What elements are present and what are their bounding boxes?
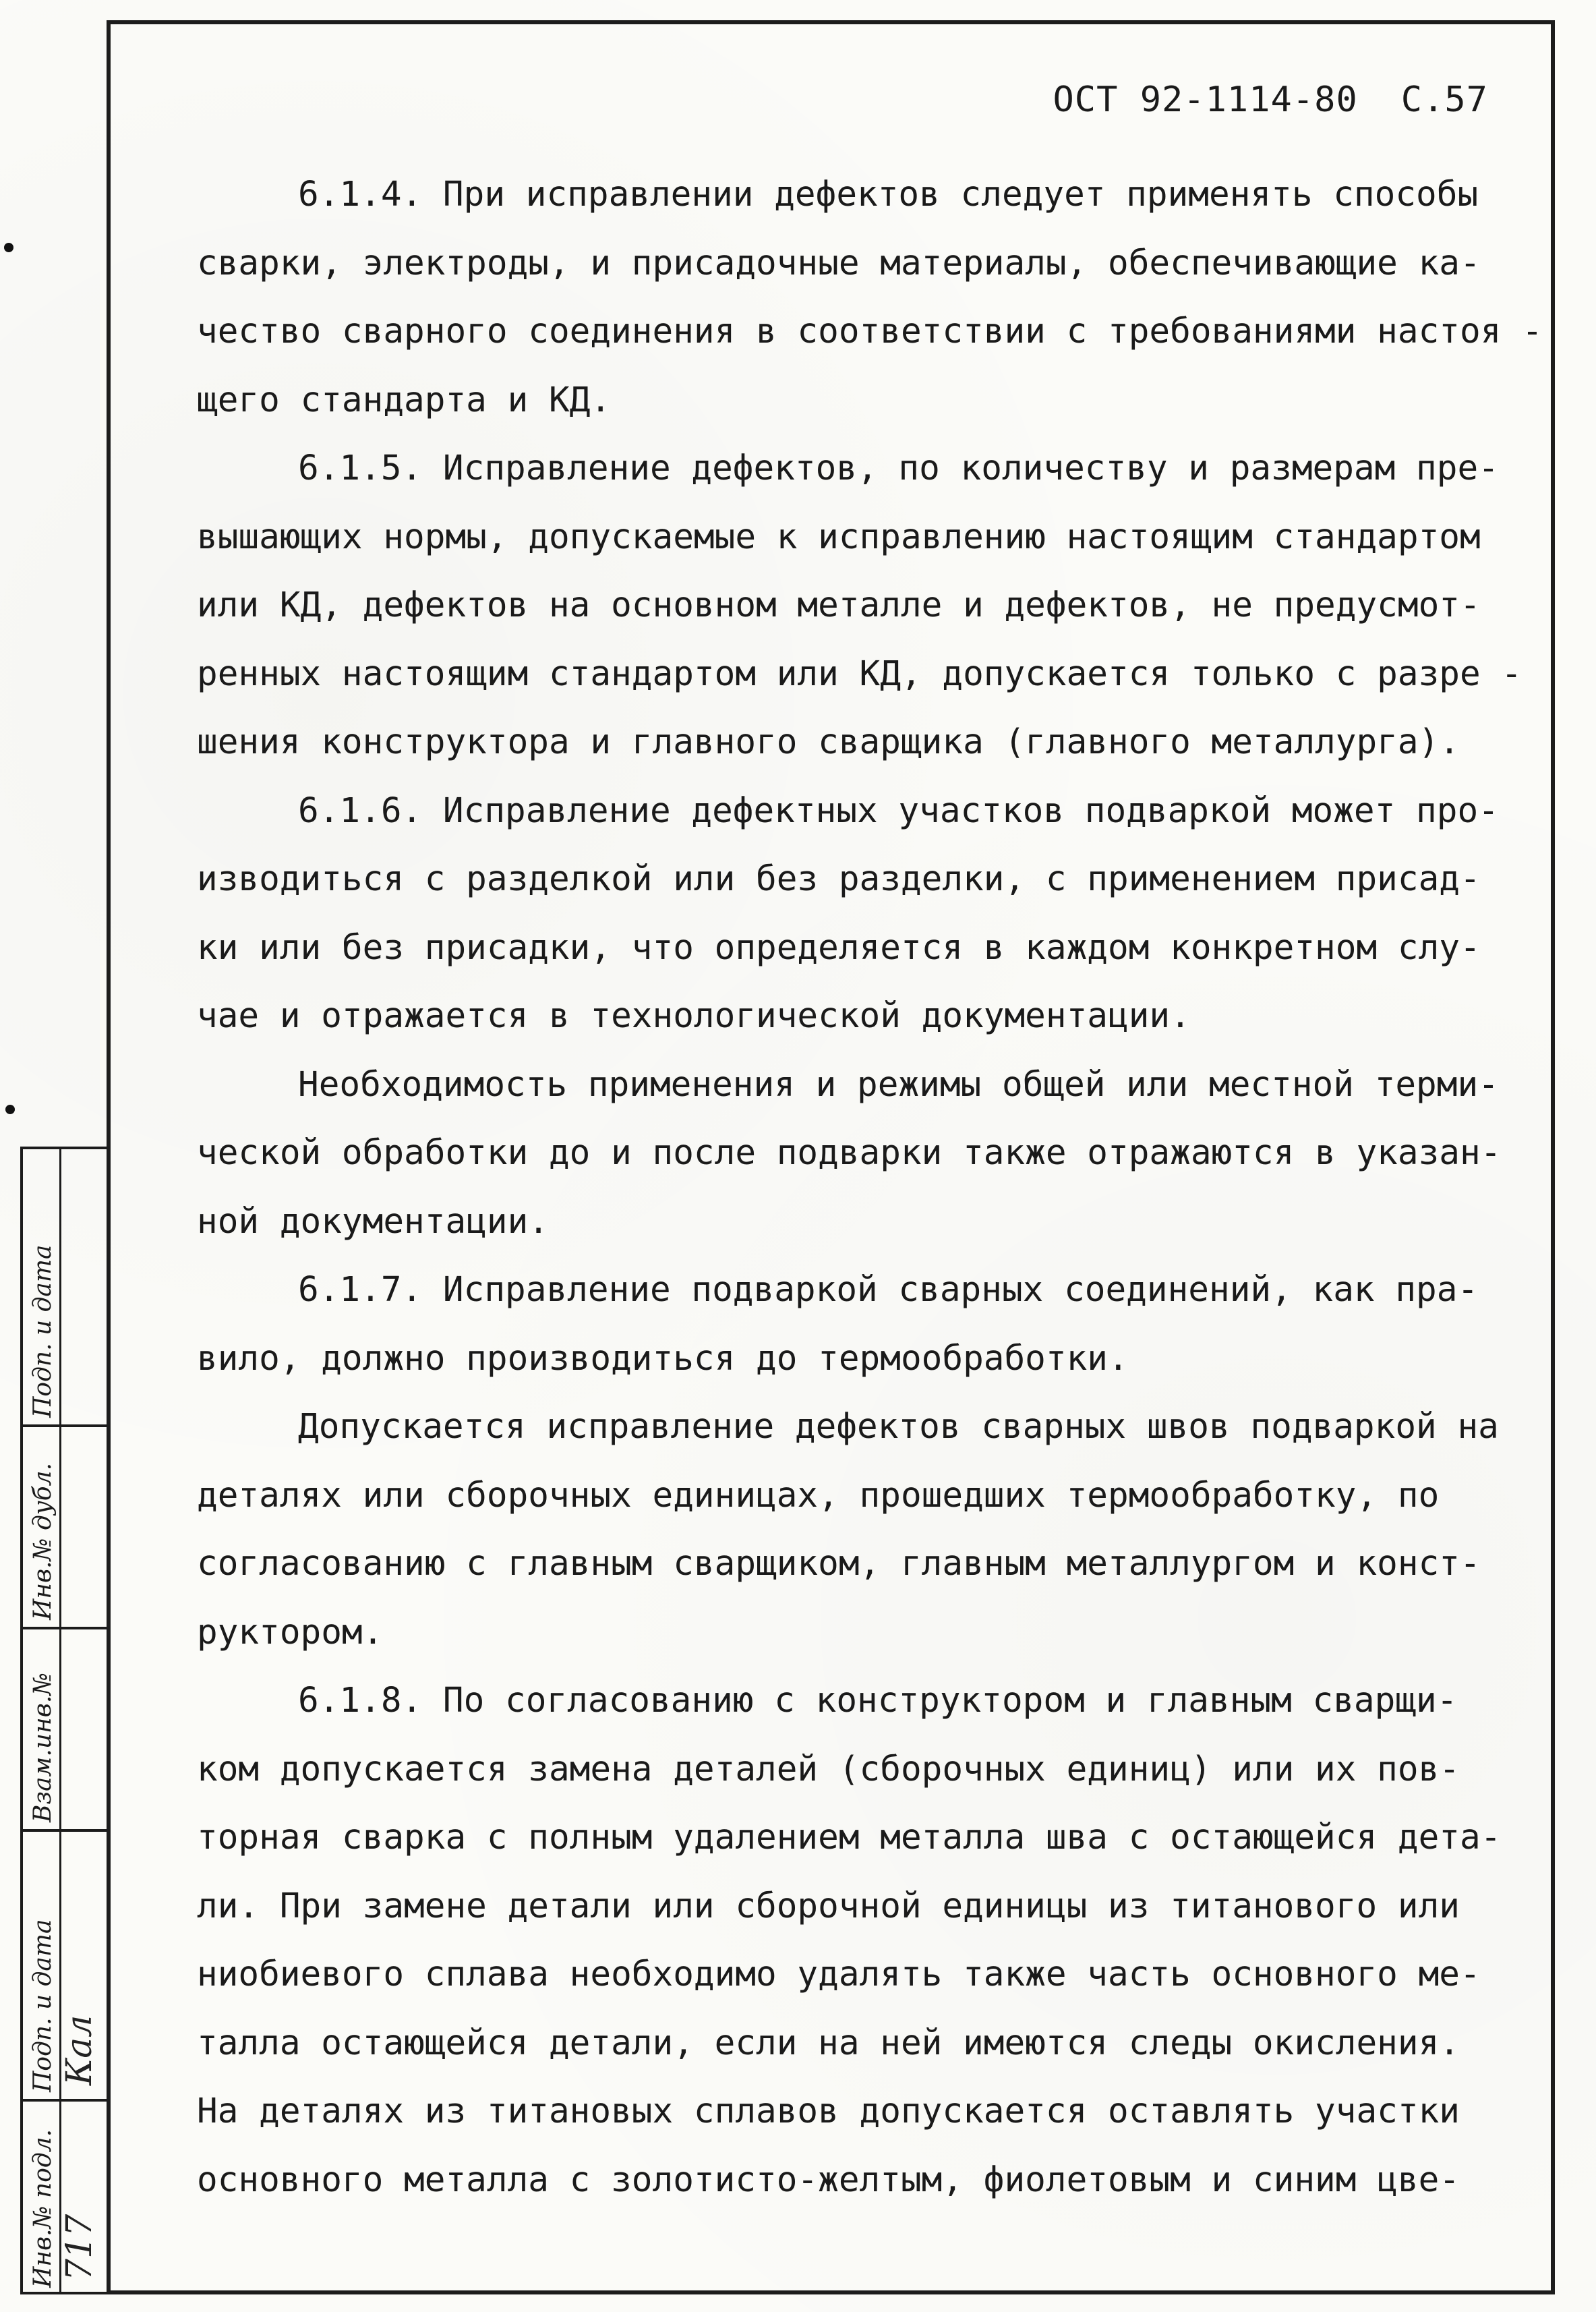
scan-speck xyxy=(5,1105,15,1114)
text-line: руктором. xyxy=(197,1612,384,1652)
text-line: вило, должно производиться до термообработки. xyxy=(197,1338,1129,1379)
text-line: ной документации. xyxy=(197,1201,549,1242)
page-number: С.57 xyxy=(1400,80,1488,120)
stamp-cell-signature-date xyxy=(23,1149,111,1427)
scan-speck xyxy=(4,243,13,252)
text-line: Допускается исправление дефектов сварных швов подваркой на xyxy=(298,1407,1499,1447)
text-line: чае и отражается в технологической документации. xyxy=(197,996,1191,1036)
stamp-label: Взам.инв.№ xyxy=(29,1672,57,1822)
text-line: 6.1.7. Исправление подваркой сварных соединений, как пра- xyxy=(298,1270,1479,1310)
text-line: шения конструктора и главного сварщика (главного металлурга). xyxy=(197,722,1460,762)
stamp-divider xyxy=(59,1149,61,1424)
document-code: ОСТ 92-1114-80 xyxy=(1053,80,1358,120)
text-line: ком допускается замена деталей (сборочных единиц) или их пов- xyxy=(197,1749,1460,1789)
text-line: На деталях из титановых сплавов допускается оставлять участки xyxy=(197,2091,1460,2131)
revision-stamp xyxy=(20,1147,111,2294)
document-body xyxy=(197,161,1543,2214)
text-line: сварки, электроды, и присадочные материалы, обеспечивающие ка- xyxy=(197,243,1481,283)
text-line: или КД, дефектов на основном металле и дефектов, не предусмот- xyxy=(197,585,1481,625)
text-line: изводиться с разделкой или без разделки, с применением присад- xyxy=(197,859,1481,899)
text-line: основного металла с золотисто-желтым, фиолетовым и синим цве- xyxy=(197,2160,1460,2200)
page-header xyxy=(1053,80,1488,120)
text-line: ниобиевого сплава необходимо удалять также часть основного ме- xyxy=(197,1955,1481,1994)
stamp-label: Инв.№ подл. xyxy=(29,2129,57,2288)
text-line: торная сварка с полным удалением металла шва с остающейся дета- xyxy=(197,1818,1502,1857)
text-line: деталях или сборочных единицах, прошедших термообработку, по xyxy=(197,1475,1440,1515)
text-line: 6.1.5. Исправление дефектов, по количеству и размерам пре- xyxy=(298,449,1499,488)
stamp-cell-signature-date-2 xyxy=(23,1832,111,2102)
stamp-cell-original-inventory xyxy=(23,2102,111,2294)
text-line: чество сварного соединения в соответствии с требованиями настоя - xyxy=(197,312,1543,351)
text-line: согласованию с главным сварщиком, главным металлургом и конст- xyxy=(197,1544,1481,1584)
text-line: ли. При замене детали или сборочной единицы из титанового или xyxy=(197,1886,1460,1926)
text-line: щего стандарта и КД. xyxy=(197,380,612,420)
text-line: Необходимость применения и режимы общей или местной терми- xyxy=(298,1064,1499,1105)
text-line: ки или без присадки, что определяется в каждом конкретном слу- xyxy=(197,927,1481,968)
text-line: 6.1.8. По согласованию с конструктором и главным сварщи- xyxy=(298,1681,1458,1721)
text-line: ческой обработки до и после подварки также отражаются в указан- xyxy=(197,1133,1502,1173)
stamp-divider xyxy=(59,1629,61,1829)
handwritten-signature: Кал xyxy=(59,2015,100,2085)
text-line: ренных настоящим стандартом или КД, допускается только с разре - xyxy=(197,654,1523,694)
text-line: талла остающейся детали, если на ней имеются следы окисления. xyxy=(197,2023,1460,2063)
stamp-label: Подп. и дата xyxy=(29,1244,57,1418)
handwritten-inventory-number: 717 xyxy=(59,2214,100,2281)
text-line: 6.1.4. При исправлении дефектов следует применять способы xyxy=(298,175,1479,214)
stamp-cell-duplicate-inventory xyxy=(23,1427,111,1629)
stamp-cell-replacement-inventory xyxy=(23,1629,111,1832)
stamp-divider xyxy=(59,1427,61,1627)
text-line: 6.1.6. Исправление дефектных участков подваркой может про- xyxy=(298,790,1499,831)
stamp-label: Инв.№ дубл. xyxy=(29,1462,57,1620)
stamp-label: Подп. и дата xyxy=(29,1919,57,2092)
text-line: вышающих нормы, допускаемые к исправлению настоящим стандартом xyxy=(197,517,1481,557)
